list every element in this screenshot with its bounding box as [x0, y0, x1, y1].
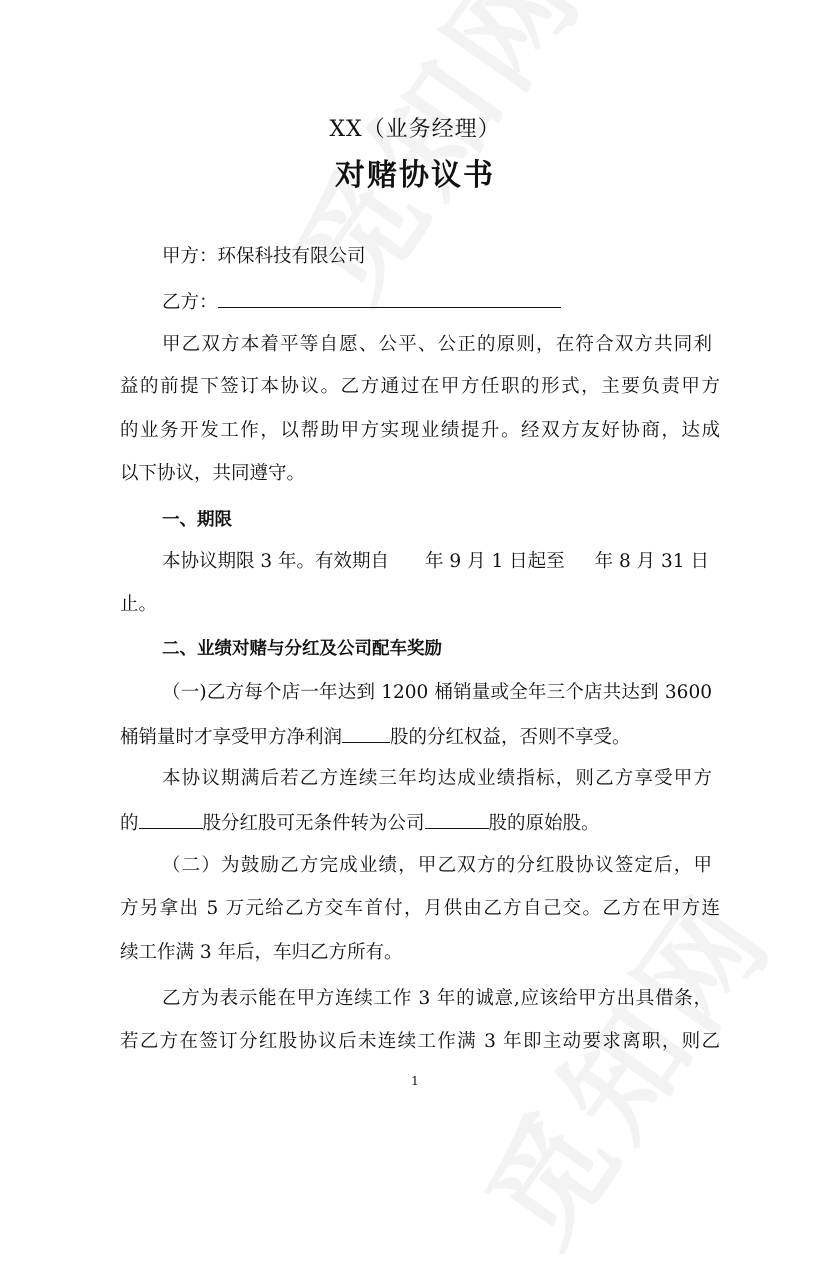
clause-b-text-post: 股的原始股。 — [488, 813, 600, 834]
clause-d-line-1: 乙方为表示能在甲方连续工作 3 年的诚意,应该给甲方出具借条， — [162, 988, 712, 1009]
bonus-share-blank — [139, 810, 203, 829]
term-text-a: 本协议期限 3 年。有效期自 — [162, 551, 390, 572]
term-line — [162, 549, 722, 575]
clause-a-text-post: 股的分红权益，否则不享受。 — [390, 727, 631, 748]
party-b-blank — [218, 289, 561, 308]
party-a-line — [162, 244, 762, 270]
document-subtitle: XX（业务经理） — [329, 117, 501, 142]
clause-a-text-pre: 桶销量时才享受甲方净利润 — [120, 727, 343, 748]
document-title: 对赌协议书 — [335, 158, 495, 193]
term-text-b: 年 9 月 1 日起至 — [425, 551, 565, 572]
intro-line-2: 益的前提下签订本协议。乙方通过在甲方任职的形式，主要负责甲方 — [120, 376, 720, 397]
dividend-share-blank — [342, 724, 390, 743]
clause-b-line-1: 本协议期满后若乙方连续三年均达成业绩指标，则乙方享受甲方 — [162, 768, 712, 789]
intro-line-4: 以下协议，共同遵守。 — [120, 463, 306, 484]
clause-b-line-2 — [120, 810, 720, 837]
clause-b-text-pre: 的 — [120, 813, 139, 834]
clause-c-line-2: 方另拿出 5 万元给乙方交车首付，月供由乙方自己交。乙方在甲方连 — [120, 898, 720, 919]
clause-b-text-mid: 股分红股可无条件转为公司 — [202, 813, 425, 834]
clause-c-line-1: （二）为鼓励乙方完成业绩，甲乙双方的分红股协议签定后，甲 — [162, 855, 712, 876]
intro-line-1: 甲乙双方本着平等自愿、公平、公正的原则，在符合双方共同利 — [162, 334, 712, 355]
original-share-blank — [425, 810, 489, 829]
section1-heading: 一、期限 — [162, 510, 232, 530]
intro-line-3: 的业务开发工作，以帮助甲方实现业绩提升。经双方友好协商，达成 — [120, 420, 720, 441]
party-b-label: 乙方： — [162, 292, 218, 313]
party-a-label: 甲方： — [162, 246, 218, 267]
party-a-value: 环保科技有限公司 — [217, 246, 366, 267]
clause-c-line-3: 续工作满 3 年后，车归乙方所有。 — [120, 942, 403, 963]
clause-a-line-2 — [120, 724, 720, 751]
clause-a-line-1: （一)乙方每个店一年达到 1200 桶销量或全年三个店共达到 3600 — [162, 682, 712, 703]
page-number: 1 — [411, 1074, 419, 1088]
term-text-c: 年 8 月 31 日 — [594, 551, 709, 572]
party-b-line — [162, 289, 762, 316]
clause-d-line-2: 若乙方在签订分红股协议后未连续工作满 3 年即主动要求离职，则乙 — [120, 1031, 720, 1052]
term-line-end: 止。 — [120, 594, 158, 615]
section2-heading: 二、业绩对赌与分红及公司配车奖励 — [162, 639, 442, 659]
